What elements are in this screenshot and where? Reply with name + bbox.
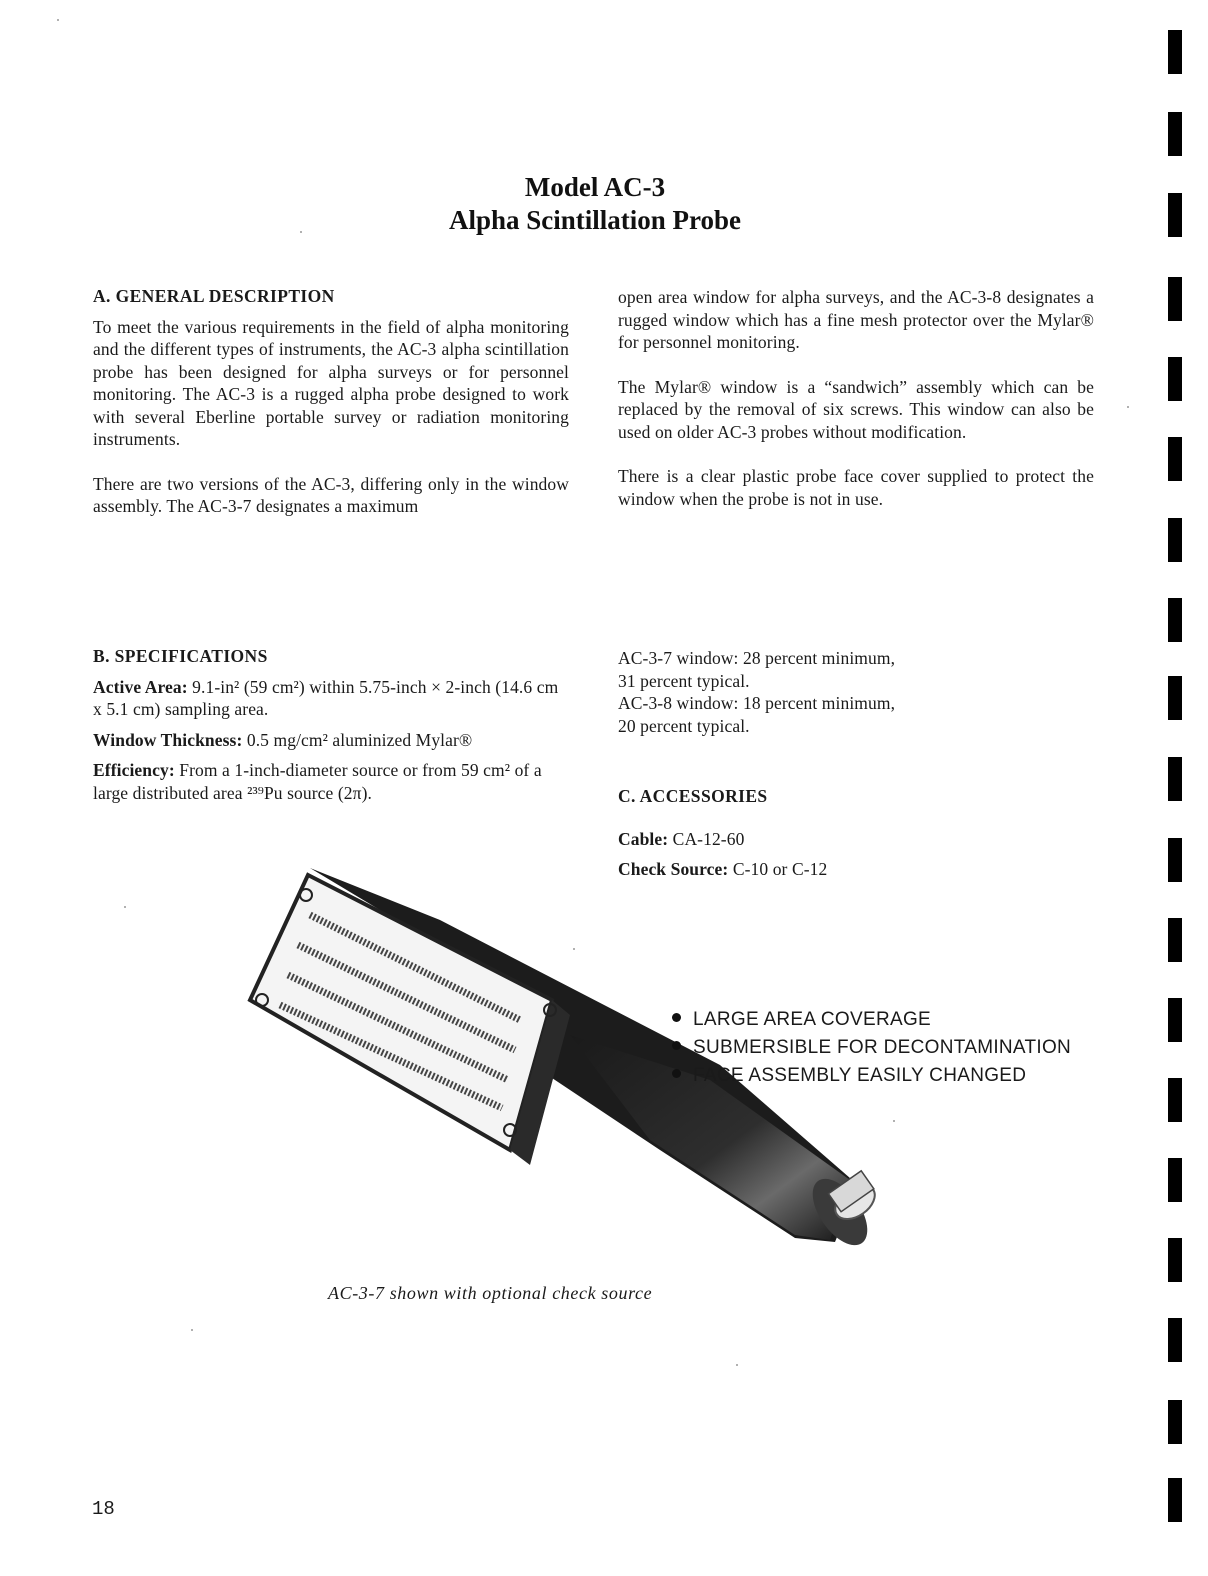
spec-efficiency-label: Efficiency: <box>93 760 175 780</box>
page-number: 18 <box>92 1498 115 1520</box>
specs-heading: B. SPECIFICATIONS <box>93 646 268 666</box>
eff-line-2: 31 percent typical. <box>618 670 750 691</box>
general-para-4: The Mylar® window is a “sandwich” assembly which can be replaced by the removal of six screws. This window can also be used on older AC-3 probes without modification. <box>618 376 1094 442</box>
check-source-value: C-10 or C-12 <box>732 859 828 879</box>
cable-value: CA-12-60 <box>672 828 745 849</box>
figure-caption: AC-3-7 shown with optional check source <box>328 1283 653 1303</box>
eff-line-1: AC-3-7 window: 28 percent minimum, <box>618 648 896 668</box>
check-source-label: Check Source: <box>618 859 729 879</box>
feature-item: LARGE AREA COVERAGE <box>672 1006 1071 1034</box>
spec-efficiency <box>93 759 543 804</box>
spec-active-area-value: 9.1-in² (59 cm²) within 5.75-inch × 2-inch (14.6 cm x 5.1 cm) sampling area. <box>93 676 559 719</box>
bullet-icon <box>672 1013 681 1022</box>
general-para-3: open area window for alpha surveys, and the AC-3-8 designates a rugged window which has a fine mesh protector over the Mylar® for personnel monitoring. <box>618 287 1094 352</box>
spec-active-area-label: Active Area: <box>93 676 188 697</box>
general-right-column <box>618 286 1094 510</box>
feature-item: FACE ASSEMBLY EASILY CHANGED <box>672 1062 1071 1090</box>
general-left-column <box>93 285 569 518</box>
general-heading: A. GENERAL DESCRIPTION <box>93 286 335 306</box>
bullet-icon <box>672 1069 681 1078</box>
spec-window-value: 0.5 mg/cm² aluminized Mylar® <box>246 729 473 750</box>
accessory-cable <box>618 828 1088 851</box>
general-para-2: There are two versions of the AC-3, differing only in the window assembly. The AC-3-7 designates a maximum <box>93 473 569 516</box>
spec-window-thickness <box>93 729 563 752</box>
general-para-5: There is a clear plastic probe face cover supplied to protect the window when the probe is not in use. <box>618 466 1094 509</box>
cable-label: Cable: <box>618 828 669 849</box>
spec-window-label: Window Thickness: <box>93 729 243 750</box>
accessories-heading: C. ACCESSORIES <box>618 786 768 806</box>
bullet-icon <box>672 1041 681 1050</box>
eff-line-4: 20 percent typical. <box>618 715 750 736</box>
specs-column <box>93 645 563 804</box>
efficiency-column <box>618 647 1088 881</box>
page-title-line2: Alpha Scintillation Probe <box>448 205 742 235</box>
feature-item: SUBMERSIBLE FOR DECONTAMINATION <box>672 1034 1071 1062</box>
page-title-line1: Model AC-3 <box>524 172 666 202</box>
spec-efficiency-value: From a 1-inch-diameter source or from 59 cm² of a large distributed area ²³⁹Pu source (2π). <box>93 760 542 803</box>
spec-active-area <box>93 676 563 721</box>
eff-line-3: AC-3-8 window: 18 percent minimum, <box>618 693 896 713</box>
feature-list <box>672 1006 1071 1090</box>
general-para-1: To meet the various requirements in the field of alpha monitoring and the different types of instruments, the AC-3 alpha scintillation probe has been designed for alpha surveys or for personnel monitoring. The AC-3 is a rugged alpha probe designed to work with several Eberline portable survey or radiation monitoring instruments. <box>93 316 569 449</box>
